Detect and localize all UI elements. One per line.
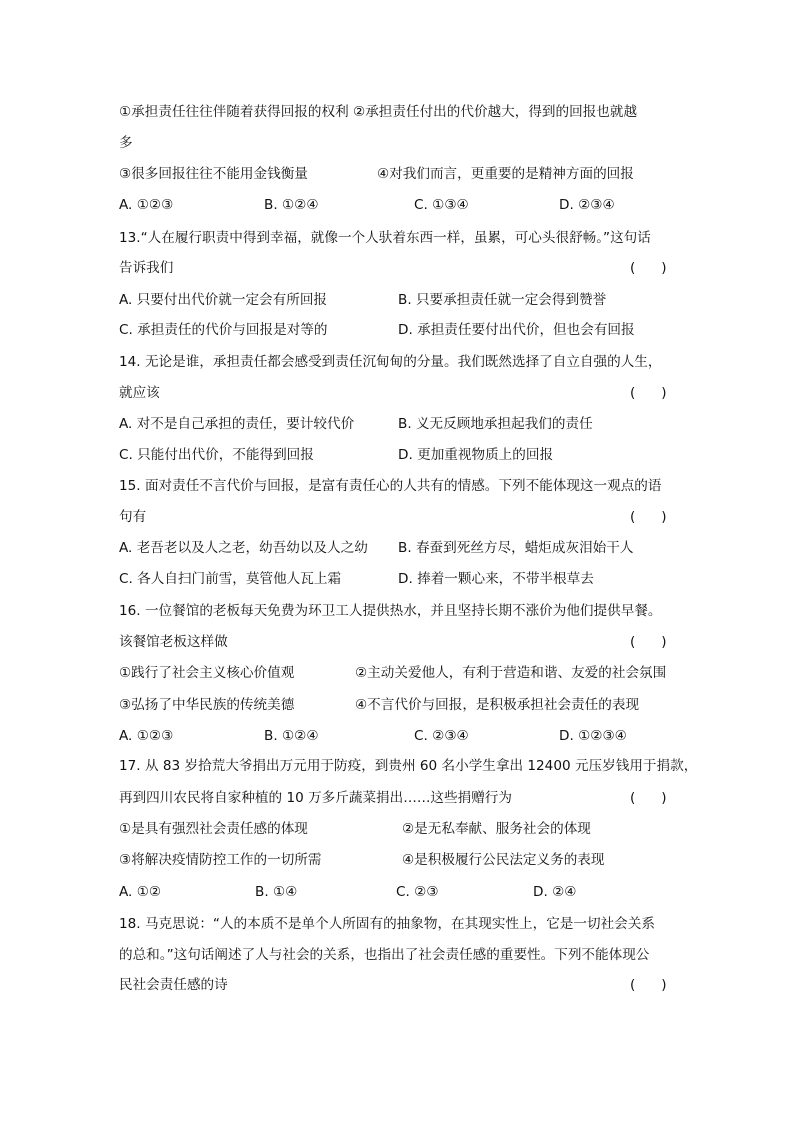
text-line	[119, 756, 698, 776]
choice-item: ③很多回报往往不能用金钱衡量	[119, 166, 308, 182]
text-line	[119, 601, 679, 621]
question-text: 民社会责任感的诗	[119, 977, 228, 993]
choice-item: ②主动关爱他人，有利于营造和谐、友爱的社会氛围	[355, 665, 667, 681]
choice-item: C. 承担责任的代价与回报是对等的	[119, 322, 328, 338]
choice-item: ③将解决疫情防控工作的一切所需	[119, 852, 322, 868]
choice-item: ④对我们而言，更重要的是精神方面的回报	[377, 166, 634, 182]
text-line	[119, 445, 679, 465]
choice-item: ①是具有强烈社会责任感的体现	[119, 821, 308, 837]
text-line	[119, 569, 679, 589]
text-line	[119, 507, 679, 527]
text-line	[119, 476, 679, 496]
answer-blank: ( )	[630, 634, 667, 650]
question-text: 再到四川农民将自家种植的 10 万多斤蔬菜捐出……这些捐赠行为	[119, 790, 512, 806]
option-c: C. ②③	[396, 884, 439, 900]
choice-item: D. 承担责任要付出代价，但也会有回报	[398, 322, 635, 338]
choice-item: A. 老吾老以及人之老，幼吾幼以及人之幼	[119, 540, 368, 556]
question-text: 该餐馆老板这样做	[119, 634, 228, 650]
choice-item: ①践行了社会主义核心价值观	[119, 665, 295, 681]
text-line	[119, 975, 679, 995]
choice-item: B. 义无反顾地承担起我们的责任	[398, 416, 593, 432]
text-line	[119, 102, 679, 122]
question-text: 14. 无论是谁，承担责任都会感受到责任沉甸甸的分量。我们既然选择了自立自强的人生，	[119, 354, 662, 370]
text-line	[119, 914, 679, 934]
text-line	[119, 882, 679, 902]
option-c: C. ②③④	[414, 728, 469, 744]
choice-item: A. 对不是自己承担的责任，要计较代价	[119, 416, 355, 432]
option-b: B. ①②④	[264, 728, 319, 744]
text-line	[119, 945, 679, 965]
option-c: C. ①③④	[414, 197, 469, 213]
choice-item: A. 只要付出代价就一定会有所回报	[119, 292, 328, 308]
option-d: D. ①②③④	[559, 728, 627, 744]
text-line	[119, 352, 679, 372]
question-text: 16. 一位餐馆的老板每天免费为环卫工人提供热水，并且坚持长期不涨价为他们提供早餐。	[119, 603, 662, 619]
text-line	[119, 632, 679, 652]
answer-blank: ( )	[630, 509, 667, 525]
choice-item: ④不言代价与回报，是积极承担社会责任的表现	[355, 697, 640, 713]
option-a: A. ①②③	[119, 197, 174, 213]
question-text: 的总和。”这句话阐述了人与社会的关系，也指出了社会责任感的重要性。下列不能体现公	[119, 947, 650, 963]
choice-item: ④是积极履行公民法定义务的表现	[402, 852, 605, 868]
question-text: 就应该	[119, 385, 160, 401]
text-line	[119, 695, 679, 715]
question-text: 句有	[119, 509, 147, 525]
option-a: A. ①②	[119, 884, 162, 900]
text-line	[119, 850, 679, 870]
choice-item: C. 各人自扫门前雪，莫管他人瓦上霜	[119, 571, 342, 587]
text-line	[119, 133, 679, 153]
question-text: 18. 马克思说：“人的本质不是单个人所固有的抽象物，在其现实性上，它是一切社会关系	[119, 916, 655, 932]
text-line	[119, 383, 679, 403]
text-line	[119, 538, 679, 558]
question-text: 13.“人在履行职责中得到幸福，就像一个人驮着东西一样，虽累，可心头很舒畅。”这句话	[119, 230, 651, 246]
question-text: 多	[119, 135, 133, 151]
text-line	[119, 164, 679, 184]
answer-blank: ( )	[630, 790, 667, 806]
option-b: B. ①②④	[264, 197, 319, 213]
choice-item: D. 捧着一颗心来，不带半根草去	[398, 571, 594, 587]
option-d: D. ②③④	[559, 197, 615, 213]
text-line	[119, 663, 679, 683]
question-text: 告诉我们	[119, 260, 174, 276]
question-text: ①承担责任往往伴随着获得回报的权利 ②承担责任付出的代价越大，得到的回报也就越	[119, 104, 638, 120]
text-line	[119, 195, 679, 215]
choice-item: B. 只要承担责任就一定会得到赞誉	[398, 292, 607, 308]
text-line	[119, 228, 679, 248]
choice-item: B. 春蚕到死丝方尽，蜡炬成灰泪始干人	[398, 540, 634, 556]
question-text: 15. 面对责任不言代价与回报，是富有责任心的人共有的情感。下列不能体现这一观点的语	[119, 478, 662, 494]
option-a: A. ①②③	[119, 728, 174, 744]
answer-blank: ( )	[630, 385, 667, 401]
option-d: D. ②④	[533, 884, 577, 900]
option-b: B. ①④	[255, 884, 298, 900]
text-line	[119, 726, 679, 746]
answer-blank: ( )	[630, 260, 667, 276]
text-line	[119, 290, 679, 310]
text-line	[119, 819, 679, 839]
question-text: 17. 从 83 岁拾荒大爷捐出万元用于防疫，到贵州 60 名小学生拿出 12400 元压岁钱用于捐款，	[119, 758, 698, 774]
choice-item: ②是无私奉献、服务社会的体现	[402, 821, 591, 837]
choice-item: ③弘扬了中华民族的传统美德	[119, 697, 295, 713]
choice-item: D. 更加重视物质上的回报	[398, 447, 554, 463]
answer-blank: ( )	[630, 977, 667, 993]
text-line	[119, 258, 679, 278]
choice-item: C. 只能付出代价，不能得到回报	[119, 447, 314, 463]
text-line	[119, 414, 679, 434]
text-line	[119, 788, 679, 808]
text-line	[119, 320, 679, 340]
